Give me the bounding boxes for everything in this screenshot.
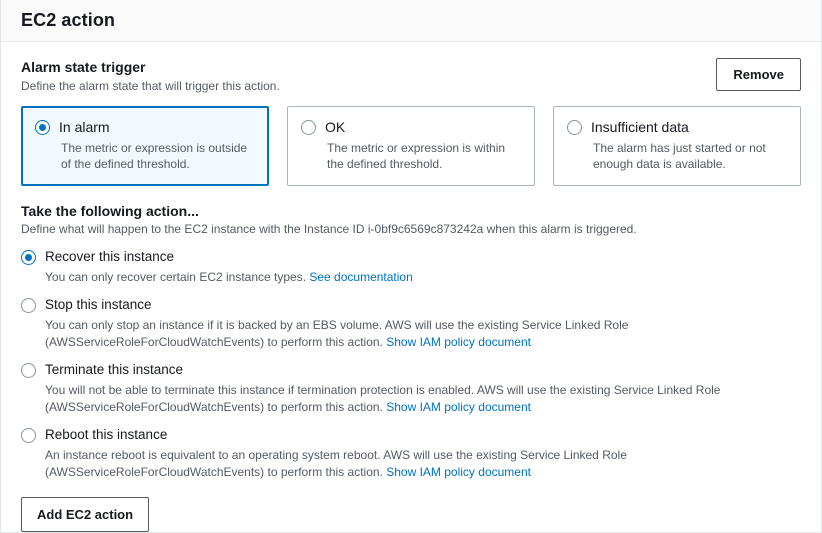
alarm-state-option-ok-top xyxy=(301,118,521,136)
alarm-state-option-label: OK xyxy=(325,119,346,135)
action-option-reboot[interactable] xyxy=(21,426,801,481)
action-option-description xyxy=(45,317,785,351)
alarm-state-option-description: The alarm has just started or not enough data is available. xyxy=(593,141,766,171)
action-option-label: Reboot this instance xyxy=(45,427,168,442)
show-iam-policy-document-link[interactable]: Show IAM policy document xyxy=(386,400,531,414)
action-option-terminate-top xyxy=(21,361,801,379)
show-iam-policy-document-link[interactable]: Show IAM policy document xyxy=(386,335,531,349)
alarm-state-option-ok[interactable] xyxy=(287,106,535,186)
radio-icon[interactable] xyxy=(35,120,50,135)
alarm-state-option-insufficient-data[interactable] xyxy=(553,106,801,186)
radio-icon[interactable] xyxy=(301,120,316,135)
alarm-state-option-insufficient-data-top xyxy=(567,118,787,136)
panel-header xyxy=(1,0,821,42)
action-option-terminate[interactable] xyxy=(21,361,801,416)
take-action-description: Define what will happen to the EC2 instance with the Instance ID i-0bf9c6569c873242a when this alarm is triggered. xyxy=(21,222,637,236)
alarm-state-option-label: In alarm xyxy=(59,119,110,135)
take-action-heading: Take the following action... xyxy=(21,203,199,219)
alarm-state-trigger-text xyxy=(21,58,280,95)
alarm-state-option-in-alarm[interactable] xyxy=(21,106,269,186)
radio-icon[interactable] xyxy=(21,250,36,265)
action-option-description xyxy=(45,269,785,286)
action-option-recover-top xyxy=(21,248,801,266)
alarm-state-trigger-section xyxy=(21,58,801,95)
radio-icon[interactable] xyxy=(21,363,36,378)
action-option-label: Terminate this instance xyxy=(45,362,184,377)
alarm-state-trigger-heading: Alarm state trigger xyxy=(21,59,146,75)
remove-button[interactable]: Remove xyxy=(716,58,801,91)
alarm-state-trigger-description: Define the alarm state that will trigger this action. xyxy=(21,79,280,93)
action-option-recover[interactable] xyxy=(21,248,801,286)
action-option-stop[interactable] xyxy=(21,296,801,351)
see-documentation-link[interactable]: See documentation xyxy=(309,270,413,284)
action-option-label: Recover this instance xyxy=(45,249,175,264)
alarm-state-option-description: The metric or expression is within the defined threshold. xyxy=(327,141,506,171)
alarm-state-option-in-alarm-top xyxy=(35,118,255,136)
action-option-description-text: You can only recover certain EC2 instance types. xyxy=(45,270,310,284)
action-option-description xyxy=(45,447,785,481)
action-option-stop-top xyxy=(21,296,801,314)
alarm-state-options xyxy=(21,106,801,186)
radio-icon[interactable] xyxy=(567,120,582,135)
add-ec2-action-button[interactable]: Add EC2 action xyxy=(21,497,149,532)
radio-icon[interactable] xyxy=(21,298,36,313)
action-option-description-text: You will not be able to terminate this instance if termination protection is enabled. AWS will use the existing Service Linked Role (AWSServiceRoleForCloudWatchEvents) to perform this action. xyxy=(45,383,721,414)
action-option-description-text: An instance reboot is equivalent to an operating system reboot. AWS will use the existing Service Linked Role (AWSServiceRoleForCloudWatchEvents) to perform this action. xyxy=(45,448,627,479)
action-option-description xyxy=(45,382,785,416)
panel-body xyxy=(1,42,821,532)
page-title: EC2 action xyxy=(21,10,116,30)
action-option-reboot-top xyxy=(21,426,801,444)
show-iam-policy-document-link[interactable]: Show IAM policy document xyxy=(386,465,531,479)
take-action-section xyxy=(21,203,801,532)
action-option-description-text: You can only stop an instance if it is backed by an EBS volume. AWS will use the existing Service Linked Role (AWSServiceRoleForCloudWatchEvents) to perform this action. xyxy=(45,318,629,349)
action-option-label: Stop this instance xyxy=(45,297,152,312)
alarm-state-option-label: Insufficient data xyxy=(591,119,689,135)
alarm-state-option-description: The metric or expression is outside of the defined threshold. xyxy=(61,141,248,171)
radio-icon[interactable] xyxy=(21,428,36,443)
